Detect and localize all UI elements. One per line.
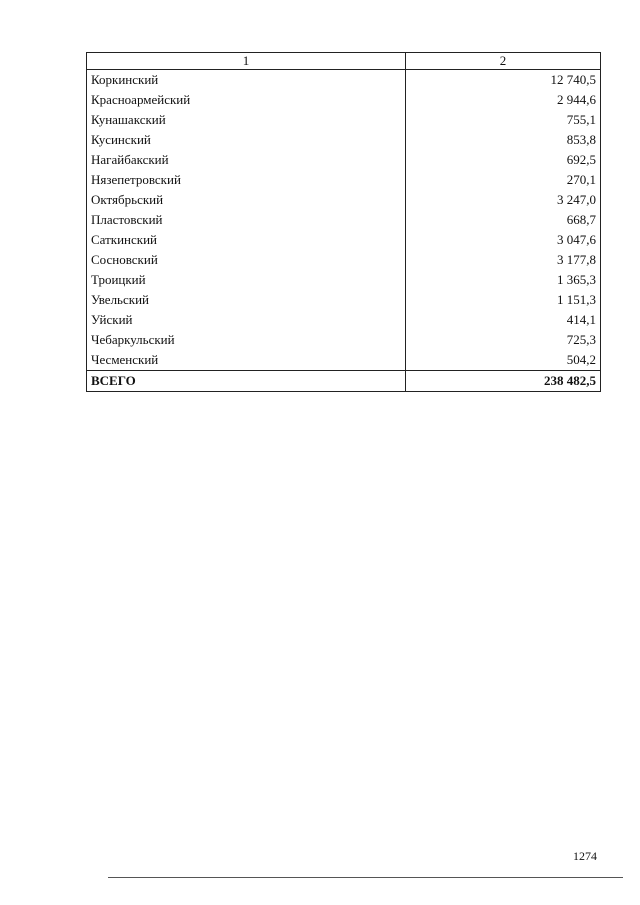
district-name-cell: Уйский bbox=[87, 310, 406, 330]
district-value-cell: 3 247,0 bbox=[405, 190, 600, 210]
table-row bbox=[87, 150, 601, 170]
district-value-cell: 504,2 bbox=[405, 350, 600, 371]
district-value-cell: 414,1 bbox=[405, 310, 600, 330]
table-row bbox=[87, 70, 601, 91]
district-value-cell: 692,5 bbox=[405, 150, 600, 170]
district-name-cell: Сосновский bbox=[87, 250, 406, 270]
total-value: 238 482,5 bbox=[405, 371, 600, 392]
district-name-cell: Кусинский bbox=[87, 130, 406, 150]
district-value-cell: 270,1 bbox=[405, 170, 600, 190]
table-row bbox=[87, 170, 601, 190]
total-row bbox=[87, 371, 601, 392]
district-values-table bbox=[86, 52, 601, 392]
district-value-cell: 725,3 bbox=[405, 330, 600, 350]
district-value-cell: 755,1 bbox=[405, 110, 600, 130]
table-row bbox=[87, 270, 601, 290]
district-name-cell: Октябрьский bbox=[87, 190, 406, 210]
table-row bbox=[87, 210, 601, 230]
district-name-cell: Увельский bbox=[87, 290, 406, 310]
district-value-cell: 2 944,6 bbox=[405, 90, 600, 110]
district-name-cell: Саткинский bbox=[87, 230, 406, 250]
total-label: ВСЕГО bbox=[87, 371, 406, 392]
district-name-cell: Красноармейский bbox=[87, 90, 406, 110]
table-row bbox=[87, 350, 601, 371]
table-row bbox=[87, 90, 601, 110]
table-row bbox=[87, 330, 601, 350]
district-name-cell: Пластовский bbox=[87, 210, 406, 230]
district-value-cell: 1 151,3 bbox=[405, 290, 600, 310]
table-row bbox=[87, 290, 601, 310]
table-header-row bbox=[87, 53, 601, 70]
district-value-cell: 3 047,6 bbox=[405, 230, 600, 250]
district-name-cell: Нязепетровский bbox=[87, 170, 406, 190]
district-name-cell: Кунашакский bbox=[87, 110, 406, 130]
table-row bbox=[87, 250, 601, 270]
table-row bbox=[87, 310, 601, 330]
page-number: 1274 bbox=[573, 849, 597, 863]
district-value-cell: 12 740,5 bbox=[405, 70, 600, 91]
district-value-cell: 3 177,8 bbox=[405, 250, 600, 270]
table-row bbox=[87, 190, 601, 210]
district-name-cell: Коркинский bbox=[87, 70, 406, 91]
district-name-cell: Нагайбакский bbox=[87, 150, 406, 170]
table-row bbox=[87, 130, 601, 150]
table-row bbox=[87, 230, 601, 250]
footer-divider bbox=[108, 877, 623, 878]
column-header-1: 1 bbox=[87, 53, 406, 70]
district-name-cell: Троицкий bbox=[87, 270, 406, 290]
column-header-2: 2 bbox=[405, 53, 600, 70]
table-body bbox=[87, 70, 601, 371]
district-name-cell: Чебаркульский bbox=[87, 330, 406, 350]
table-row bbox=[87, 110, 601, 130]
district-name-cell: Чесменский bbox=[87, 350, 406, 371]
district-value-cell: 668,7 bbox=[405, 210, 600, 230]
district-value-cell: 1 365,3 bbox=[405, 270, 600, 290]
district-value-cell: 853,8 bbox=[405, 130, 600, 150]
